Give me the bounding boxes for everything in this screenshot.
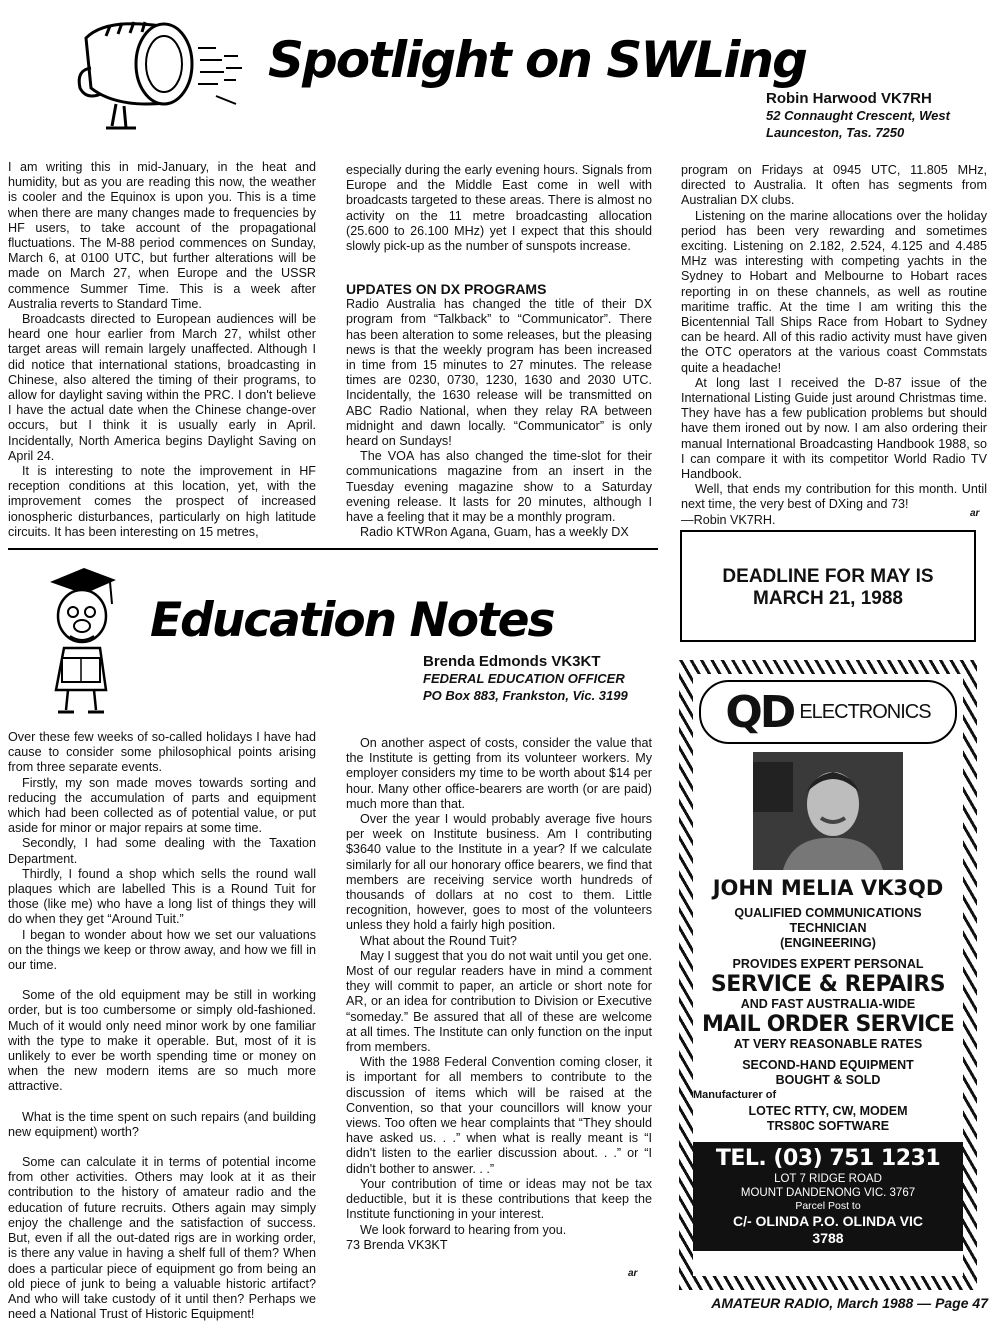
education-byline bbox=[423, 653, 663, 704]
spotlight-byline bbox=[766, 90, 996, 141]
paragraph: Listening on the marine allocations over the holiday period has been very rewarding and sometimes exciting. Listening on 2.182, 2.524, 4.125 and 4.485 MHz was interesting with competing yachts in the Sydney to Hobart and Melbourne to Hobart races reporting in on these channels, as well as routine maritime traffic. At the time I am writing this the Bicentennial Tall Ships Race from Hobart to Sydney can be heard. All of this radio activity must have given the OTC operators at the various coast Commstats quite a headache! bbox=[681, 208, 987, 375]
spotlight-author-addr1: 52 Connaught Crescent, West bbox=[766, 108, 950, 123]
ad-addr-5: 3788 bbox=[812, 1230, 844, 1246]
ad-logo-qd: QD bbox=[725, 686, 794, 738]
ad-rates: AT VERY REASONABLE RATES bbox=[733, 1037, 923, 1051]
paragraph: program on Fridays at 0945 UTC, 11.805 MHz, directed to Australia. It often has segments from Australian DX clubs. bbox=[681, 163, 987, 208]
ad-addr-4: C/- OLINDA P.O. OLINDA VIC bbox=[732, 1213, 924, 1229]
education-author-addr: PO Box 883, Frankston, Vic. 3199 bbox=[423, 688, 628, 703]
ad-addr-3: Parcel Post to bbox=[795, 1200, 861, 1212]
page-footer: AMATEUR RADIO, March 1988 — Page 47 bbox=[711, 1295, 988, 1311]
paragraph: The VOA has also changed the time-slot for their communications magazine from an insert in the Tuesday evening magazine show to a Saturday evening release. It lasts for 20 minutes, although I have a feeling that it may be a monthly program. bbox=[346, 449, 652, 525]
paragraph: With the 1988 Federal Convention coming closer, it is important for all members to contribute to the discussion of items which will be raised at the Convention, so that your councillors will know your views. Too often we hear complaints that “They should have asked us. . .” when what is really meant is “I didn't listen to the earlier discussion about. . .” or “I didn't bother to answer. . .” bbox=[346, 1055, 652, 1176]
paragraph: At long last I received the D-87 issue of the International Listing Guide just around Christmas time. They have has a few publication problems but should have them ironed out by now. I am also ordering their manual International Broadcasting Handbook 1988, so I can compare it with its competitor World Radio TV Handbook. bbox=[681, 375, 987, 482]
paragraph: I am writing this in mid-January, in the heat and humidity, but as you are reading this now, the weather is cooler and the Equinox is upon you. This is a time when there are many changes made to frequencies by HF users, to take account of the propagational fluctuations. The M-88 period commences on Sunday, March 6, at 0100 UTC, but further alterations will be made on March 27, when Europe and the USSR commence Summer Time. This is a week after Australia reverts to Standard Time. bbox=[8, 160, 316, 311]
ad-photo bbox=[753, 752, 903, 870]
ad-content bbox=[693, 674, 963, 1276]
ad-contact-block bbox=[693, 1142, 963, 1251]
paragraph: Broadcasts directed to European audiences will be heard one hour earlier from March 27, whilst other target areas will remain largely unaffected. Although I did notice that international stations, broadcasting in Chinese, also altered the timing of their programs, to allow for daylight saving within the PRC. I don't believe I have the actual date when the Chinese change-over occurs, but I think it is usually early in April. Incidentally, North America begins Daylight Saving on April 24. bbox=[8, 312, 316, 463]
education-header-illustration bbox=[28, 560, 128, 720]
ad-addr-1: LOT 7 RIDGE ROAD bbox=[774, 1173, 882, 1185]
portrait-photo-icon bbox=[753, 752, 903, 870]
ad-name: JOHN MELIA VK3QD bbox=[712, 876, 944, 900]
signoff: —Robin VK7RH. bbox=[681, 512, 776, 527]
paragraph: Firstly, my son made moves towards sorting and reducing the accumulation of parts and equipment which had been collected as of potential value, or put aside for minor or major repairs at some time. bbox=[8, 775, 316, 836]
end-mark: ar bbox=[970, 508, 980, 519]
paragraph: Some of the old equipment may be still in working order, but is too cumbersome or simply old-fashioned. Much of it would only need minor work by one familiar with the type to make it operable. But, most of it is unlikely to ever be worth spending time or money on when the new modern items are so much more attractive. bbox=[8, 988, 316, 1094]
ad-lotec: LOTEC RTTY, CW, MODEM bbox=[748, 1104, 908, 1118]
graduate-cartoon-icon bbox=[28, 560, 128, 720]
paragraph: Your contribution of time or ideas may not be tax deductible, but it is these contributions that keep the Institute functioning in your interest. bbox=[346, 1176, 652, 1222]
spotlight-header-illustration bbox=[66, 8, 256, 138]
spotlight-column-1 bbox=[8, 160, 316, 540]
paragraph: Radio Australia has changed the title of their DX program from “Talkback” to “Communicator”. There has been alteration to some releases, but the pleasing news is that the weekly program has been increased in time from 15 minutes to 27 minutes. The release times are 0230, 0730, 1230, 1630 and 2030 UTC. Incidentally, the 1630 release will be transmitted on ABC Radio National, when they relay RA between midnight and dawn locally. “Communicator” is only heard on Sundays! bbox=[346, 297, 652, 449]
ad-telephone: TEL. (03) 751 1231 bbox=[715, 1146, 941, 1171]
education-author-role: FEDERAL EDUCATION OFFICER bbox=[423, 671, 625, 686]
spotlight-column-2 bbox=[346, 163, 652, 540]
paragraph: We look forward to hearing from you. bbox=[360, 1222, 567, 1237]
paragraph: What is the time spent on such repairs (and building new equipment) worth? bbox=[8, 1109, 316, 1139]
deadline-line-1: DEADLINE FOR MAY IS bbox=[722, 566, 934, 587]
paragraph: Thirdly, I found a shop which sells the round wall plaques which are labelled This is a Round Tuit for those (like me) who have a long list of things they will do when they get “Around Tuit.” bbox=[8, 866, 316, 927]
ad-qual-1: QUALIFIED COMMUNICATIONS bbox=[734, 906, 922, 920]
paragraph: It is interesting to note the improvement in HF reception conditions at this location, yet, with the improvement comes the prospect of increased ionospheric disturbances, particularly on high latitude circuits. It has been interesting on 15 metres, bbox=[8, 464, 316, 539]
ad-mail-order: MAIL ORDER SERVICE bbox=[701, 1012, 955, 1037]
paragraph: Over the year I would probably average five hours per week on Institute business. Am I contributing $3640 value to the Institute in a year? If we calculate similarly for all our honorary office bearers, we find that members are receiving service worth hundreds of thousands of dollars at no cost to them. Little recognition, however, goes to most of the volunteers unless they hold a fairly high position. bbox=[346, 812, 652, 933]
deadline-line-2: MARCH 21, 1988 bbox=[753, 588, 903, 609]
spotlight-author-addr2: Launceston, Tas. 7250 bbox=[766, 125, 905, 140]
education-column-2 bbox=[346, 736, 652, 1253]
education-title: Education Notes bbox=[150, 593, 554, 648]
education-author-name: Brenda Edmonds VK3KT bbox=[423, 653, 601, 670]
ad-trs80c: TRS80C SOFTWARE bbox=[766, 1119, 890, 1133]
paragraph: Some can calculate it in terms of potential income from other activities. Others may look at it as their contribution to the history of amateur radio and the education of future recruits. Others again may simply enjoy the challenge and the satisfaction of success. But, even if all the out-dated rigs are in working order, is there any value in having a shelf full of them? When does a particular piece of equipment go from being an old piece of junk to being a valuable historic artifact? And who will take custody of it until then? Perhaps we need a National Trust of Historic Equipment! bbox=[8, 1155, 316, 1322]
education-column-1 bbox=[8, 730, 316, 1322]
spotlight-title: Spotlight on SWLing bbox=[268, 31, 806, 89]
ad-qual-3: (ENGINEERING) bbox=[780, 936, 876, 950]
section-heading: UPDATES ON DX PROGRAMS bbox=[346, 281, 547, 298]
ad-qual-2: TECHNICIAN bbox=[789, 921, 867, 935]
ad-second-hand: SECOND-HAND EQUIPMENT bbox=[742, 1058, 914, 1072]
paragraph: Secondly, I had some dealing with the Taxation Department. bbox=[8, 836, 316, 866]
qd-electronics-ad bbox=[679, 660, 977, 1290]
signoff: 73 Brenda VK3KT bbox=[346, 1237, 448, 1252]
spotlight-column-3 bbox=[681, 163, 987, 528]
paragraph: On another aspect of costs, consider the value that the Institute is getting from its volunteer workers. My employer considers my time to be worth about $14 per hour. Many other office-bearers are worth (or are paid) much more than that. bbox=[346, 736, 652, 811]
paragraph: Well, that ends my contribution for this month. Until next time, the very best of DXing and 73! bbox=[681, 482, 987, 512]
paragraph: Radio KTWRon Agana, Guam, has a weekly DX bbox=[360, 525, 629, 540]
paragraph: Over these few weeks of so-called holidays I have had cause to consider some philosophical points arising from three separate events. bbox=[8, 730, 316, 775]
paragraph: I began to wonder about how we set our valuations on the things we keep or throw away, and how we fill in our time. bbox=[8, 927, 316, 973]
ad-bought-sold: BOUGHT & SOLD bbox=[775, 1073, 881, 1087]
ad-fast: AND FAST AUSTRALIA-WIDE bbox=[740, 997, 916, 1011]
ad-provides: PROVIDES EXPERT PERSONAL bbox=[732, 957, 924, 971]
ad-addr-2: MOUNT DANDENONG VIC. 3767 bbox=[740, 1187, 916, 1199]
section-divider bbox=[8, 548, 658, 550]
ad-logo-electronics: ELECTRONICS bbox=[799, 700, 931, 723]
ad-service: SERVICE & REPAIRS bbox=[710, 972, 946, 997]
searchlight-icon bbox=[66, 8, 256, 138]
paragraph: May I suggest that you do not wait until you get one. Most of our regular readers have in mind a comment they will commit to paper, an article or short note for AR, or an idea for contribution to Division or Executive “someday.” Be assured that all of these are welcome at all times. The Institute can only function on the input from members. bbox=[346, 948, 652, 1055]
ad-manufacturer: Manufacturer of bbox=[693, 1089, 777, 1101]
deadline-box bbox=[680, 530, 976, 642]
end-mark: ar bbox=[628, 1268, 638, 1279]
paragraph: What about the Round Tuit? bbox=[360, 933, 517, 948]
ad-logo bbox=[699, 680, 957, 744]
spotlight-author-name: Robin Harwood VK7RH bbox=[766, 90, 932, 107]
paragraph: especially during the early evening hours. Signals from Europe and the Middle East come in well with broadcasts targeted to these areas. There is almost no activity on the 11 metre broadcasting allocation (25.600 to 26.100 MHz) yet I expect that this should slowly pick-up as the number of sunspots increase. bbox=[346, 163, 652, 254]
